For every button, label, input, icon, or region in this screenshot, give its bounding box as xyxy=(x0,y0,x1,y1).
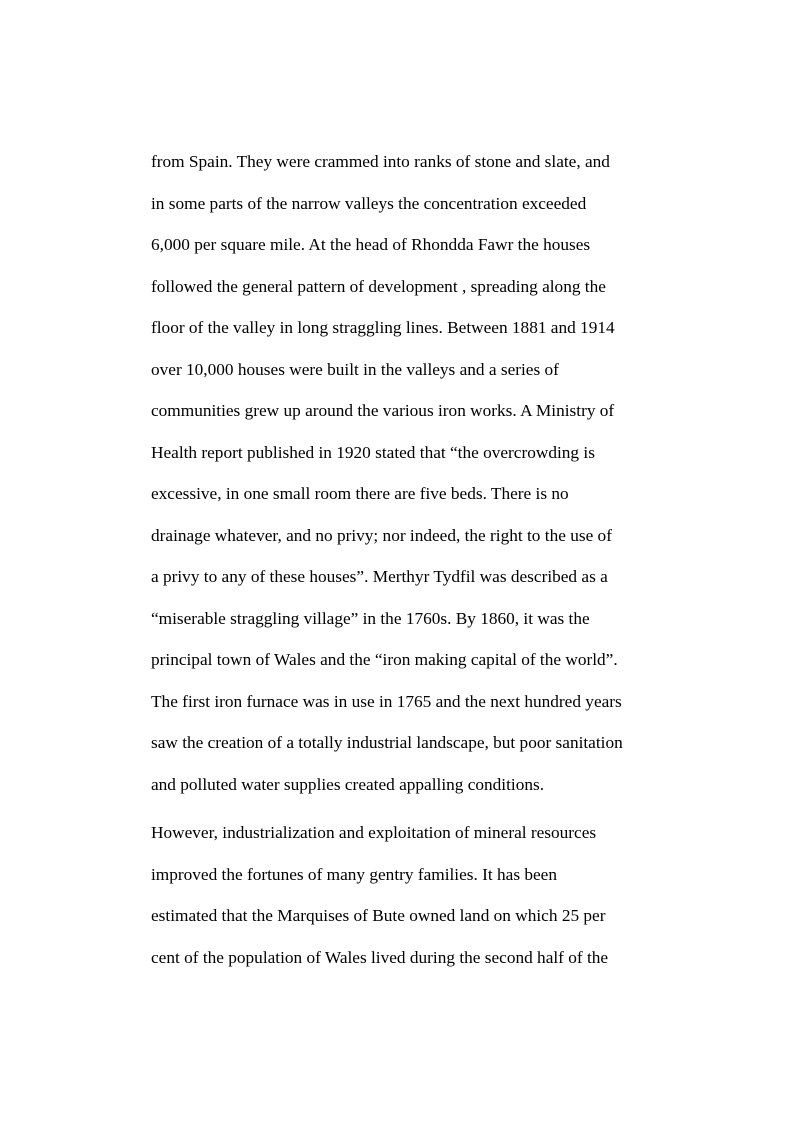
text-line: communities grew up around the various iron works. A Ministry of xyxy=(151,401,615,420)
text-line: saw the creation of a totally industrial landscape, but poor sanitation xyxy=(151,733,623,752)
text-line: cent of the population of Wales lived during the second half of the xyxy=(151,947,609,967)
text-line: 6,000 per square mile. At the head of Rhondda Fawr the houses xyxy=(151,235,591,254)
text-line: principal town of Wales and the “iron making capital of the world”. xyxy=(151,650,618,669)
text-line: Health report published in 1920 stated that “the overcrowding is xyxy=(151,442,595,462)
text-line: followed the general pattern of development , spreading along the xyxy=(151,276,606,296)
text-line: excessive, in one small room there are five beds. There is no xyxy=(151,484,569,503)
text-line: over 10,000 houses were built in the valleys and a series of xyxy=(151,359,559,379)
text-line: The first iron furnace was in use in 1765 and the next hundred years xyxy=(151,691,622,711)
text-line: from Spain. They were crammed into ranks of stone and slate, and xyxy=(151,152,610,171)
text-line: floor of the valley in long straggling lines. Between 1881 and 1914 xyxy=(151,318,615,337)
text-line: “miserable straggling village” in the 1760s. By 1860, it was the xyxy=(151,608,590,628)
text-line: a privy to any of these houses”. Merthyr Tydfil was described as a xyxy=(151,567,608,586)
text-line: in some parts of the narrow valleys the concentration exceeded xyxy=(151,193,587,213)
text-line: However, industrialization and exploitation of mineral resources xyxy=(151,823,597,842)
text-line: drainage whatever, and no privy; nor indeed, the right to the use of xyxy=(151,525,612,545)
text-line: estimated that the Marquises of Bute owned land on which 25 per xyxy=(151,906,606,925)
text-line: improved the fortunes of many gentry families. It has been xyxy=(151,864,557,884)
text-line: and polluted water supplies created appalling conditions. xyxy=(151,774,545,794)
